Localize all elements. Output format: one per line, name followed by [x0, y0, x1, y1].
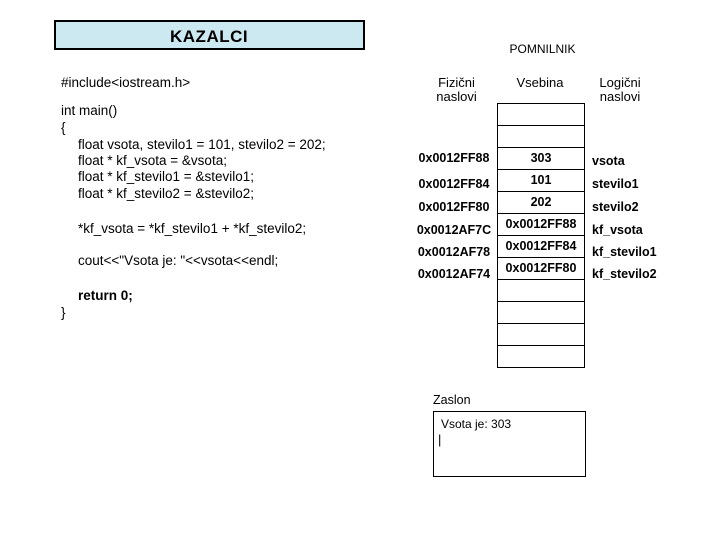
memory-cell — [498, 346, 584, 368]
physical-address-stevilo2: 0x0012FF80 — [418, 200, 490, 214]
physical-address-kf-stevilo1: 0x0012AF78 — [417, 245, 491, 259]
memory-cell-kf-stevilo2: 0x0012FF80 — [498, 258, 584, 280]
code-open-brace: { — [61, 120, 66, 135]
code-main-signature: int main() — [61, 103, 118, 118]
title-box — [54, 20, 365, 50]
memory-cell-kf-vsota: 0x0012FF88 — [498, 214, 584, 236]
memory-cell — [498, 302, 584, 324]
code-close-brace: } — [61, 305, 66, 320]
memory-title: POMNILNIK — [509, 42, 576, 56]
physical-address-stevilo1: 0x0012FF84 — [418, 177, 490, 191]
logical-name-kf-vsota: kf_vsota — [592, 223, 643, 237]
physical-address-kf-stevilo2: 0x0012AF74 — [417, 267, 491, 281]
code-decl-2: float * kf_vsota = &vsota; — [78, 153, 227, 168]
header-logical-addresses: Logični naslovi — [599, 75, 641, 104]
memory-cell-kf-stevilo1: 0x0012FF84 — [498, 236, 584, 258]
screen-label: Zaslon — [433, 393, 471, 407]
code-include: #include<iostream.h> — [61, 75, 191, 90]
text-cursor: | — [438, 432, 442, 447]
code-assignment: *kf_vsota = *kf_stevilo1 + *kf_stevilo2; — [78, 221, 307, 236]
code-return: return 0; — [78, 288, 133, 303]
memory-cell-stevilo2: 202 — [498, 192, 584, 214]
logical-name-kf-stevilo2: kf_stevilo2 — [592, 267, 657, 281]
memory-cell — [498, 280, 584, 302]
screen-output-text: Vsota je: 303 — [441, 417, 512, 431]
header-content: Vsebina — [516, 75, 564, 90]
memory-cell — [498, 104, 584, 126]
physical-address-vsota: 0x0012FF88 — [418, 151, 490, 165]
memory-cell-vsota: 303 — [498, 148, 584, 170]
page-title: KAZALCI — [170, 27, 249, 46]
logical-name-kf-stevilo1: kf_stevilo1 — [592, 245, 657, 259]
memory-column — [497, 103, 585, 368]
memory-cell-stevilo1: 101 — [498, 170, 584, 192]
logical-name-vsota: vsota — [592, 154, 625, 168]
memory-cell — [498, 126, 584, 148]
logical-name-stevilo2: stevilo2 — [592, 200, 639, 214]
code-decl-1: float vsota, stevilo1 = 101, stevilo2 = 202; — [78, 137, 326, 152]
header-physical-addresses: Fizični naslovi — [436, 75, 477, 104]
screen-output-box — [433, 411, 586, 477]
code-decl-3: float * kf_stevilo1 = &stevilo1; — [78, 169, 254, 184]
memory-cell — [498, 324, 584, 346]
code-decl-4: float * kf_stevilo2 = &stevilo2; — [78, 186, 254, 201]
logical-name-stevilo1: stevilo1 — [592, 177, 639, 191]
code-cout: cout<<"Vsota je: "<<vsota<<endl; — [78, 253, 279, 268]
physical-address-kf-vsota: 0x0012AF7C — [416, 223, 492, 237]
